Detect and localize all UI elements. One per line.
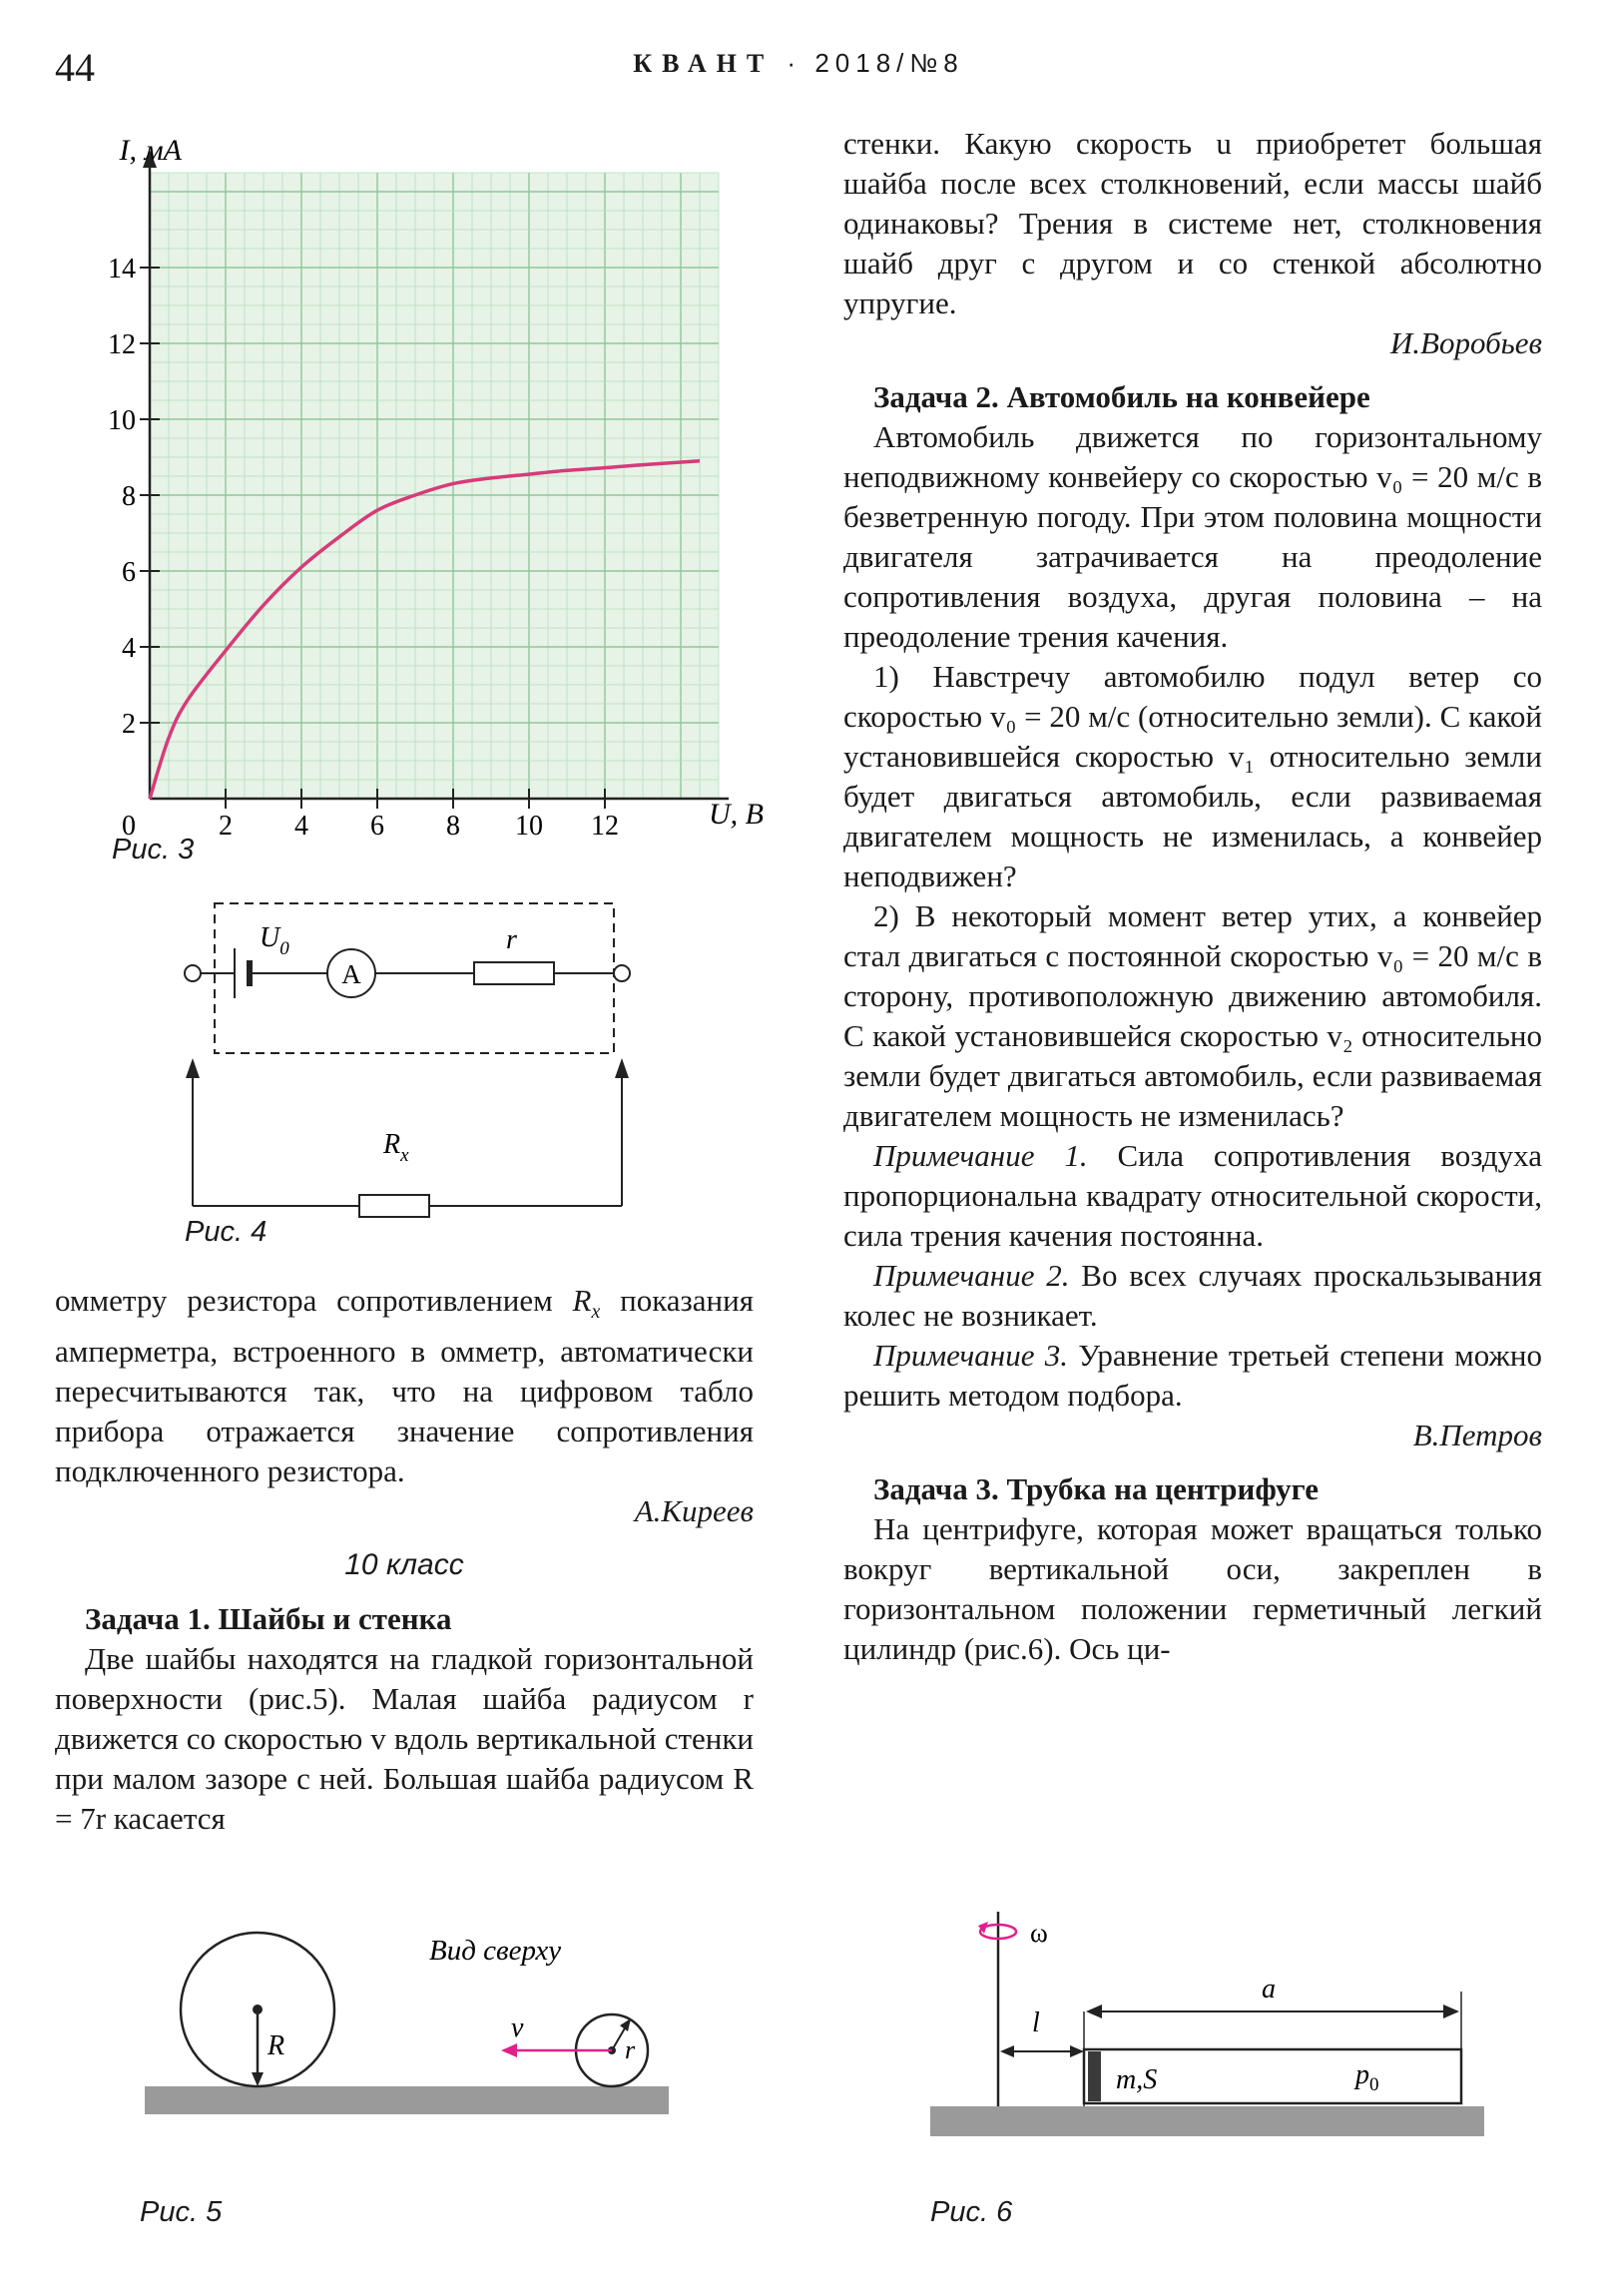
- left-terminal: [185, 965, 201, 981]
- y-tick-label: 12: [108, 329, 136, 360]
- left-arrow: [186, 1058, 200, 1078]
- task-2-title: Задача 2. Автомобиль на конвейере: [873, 379, 1370, 414]
- resistor-r-label: r: [506, 924, 517, 955]
- figure-3-caption: Рис. 3: [112, 834, 195, 865]
- x-tick-label: 2: [219, 811, 233, 842]
- issue-number: 2018/№8: [814, 48, 964, 78]
- velocity-label: v: [511, 2012, 524, 2043]
- paragraph-ohmmeter: омметру резистора сопротивлением $R_x$ показания амперметра, встроенного в омметр, автоматически пересчитываются так, что на цифровом табло прибора отражается значение сопротивления подключенного резистора.: [55, 1283, 754, 1489]
- figure-5-caption: Рис. 5: [140, 2196, 223, 2228]
- piston-label: m,S: [1116, 2064, 1158, 2095]
- wall: [145, 2086, 669, 2114]
- task-3-title: Задача 3. Трубка на центрифуге: [873, 1471, 1320, 1506]
- length-a-label: a: [1262, 1974, 1276, 2005]
- floor: [930, 2106, 1484, 2136]
- figure-3-chart: [70, 120, 769, 878]
- figure-6-caption: Рис. 6: [930, 2196, 1013, 2228]
- left-column: [55, 1281, 754, 1839]
- note-1: Примечание 1. Сила сопротивления воздуха пропорциональна квадрату относительной скорости, сила трения качения постоянна.: [843, 1138, 1543, 1253]
- journal-title: КВАНТ: [633, 49, 775, 78]
- distance-l-label: l: [1032, 2008, 1040, 2038]
- view-label: Вид сверху: [429, 1935, 562, 1967]
- small-radius-label: r: [625, 2035, 636, 2064]
- y-tick-label: 6: [122, 557, 136, 588]
- x-tick-label: 8: [446, 811, 460, 842]
- x-tick-label: 0: [122, 811, 136, 842]
- x-tick-label: 4: [294, 811, 308, 842]
- y-tick-label: 8: [122, 481, 136, 512]
- x-tick-label: 10: [515, 811, 543, 842]
- note-2: Примечание 2. Во всех случаях проскальзывания колес не возникает.: [843, 1258, 1542, 1333]
- author-kireev: А.Киреев: [634, 1493, 754, 1529]
- resistor-rx: [359, 1195, 429, 1217]
- figure-5-pucks: [140, 1887, 699, 2116]
- task-2-paragraph-2: 1) Навстречу автомобилю подул ветер со скоростью v₀ = 20 м/с (относительно земли). С какой установившейся скоростью v₁ относительно земли будет двигаться автомобиль, если развиваемая двигателем мощность не изменилась, а конвейер неподвижен?: [843, 659, 1542, 893]
- author-petrov: В.Петров: [1412, 1418, 1542, 1452]
- right-column: [843, 124, 1542, 1669]
- y-axis-label: I, мА: [119, 134, 182, 167]
- piston: [1088, 2051, 1101, 2101]
- y-tick-label: 14: [108, 254, 136, 285]
- task-1-continuation: стенки. Какую скорость u приобретет большая шайба после всех столкновений, если массы шайб одинаковы? Трения в системе нет, столкновения шайб друг с другом и со стенкой абсолютно упругие.: [843, 126, 1542, 320]
- task-1-title: Задача 1. Шайбы и стенка: [85, 1601, 452, 1637]
- x-tick-label: 6: [370, 811, 384, 842]
- running-header: [0, 48, 1597, 79]
- chart-grid: [150, 173, 719, 799]
- y-tick-label: 2: [122, 709, 136, 740]
- task-2-paragraph-1: Автомобиль движется по горизонтальному неподвижному конвейеру со скоростью v₀ = 20 м/с в безветренную погоду. При этом половина мощности двигателя затрачивается на преодоление сопротивления воздуха, другая половина – на преодоление трения качения.: [843, 419, 1542, 654]
- omega-label: ω: [1030, 1918, 1048, 1948]
- large-radius-label: R: [267, 2030, 285, 2061]
- figure-6-centrifuge: [918, 1902, 1497, 2141]
- figure-4-circuit: [180, 898, 639, 1218]
- x-axis-label: U, В: [709, 798, 764, 831]
- right-arrow: [615, 1058, 629, 1078]
- right-terminal: [614, 965, 630, 981]
- figure-4-caption: Рис. 4: [185, 1216, 267, 1248]
- note-3: Примечание 3. Уравнение третьей степени можно решить методом подбора.: [843, 1338, 1543, 1413]
- grade-heading: 10 класс: [344, 1548, 464, 1582]
- battery-label: $U_0$: [260, 922, 289, 959]
- y-tick-label: 10: [108, 405, 136, 436]
- y-tick-label: 4: [122, 633, 136, 664]
- header-separator: ·: [787, 48, 802, 78]
- x-tick-label: 12: [591, 811, 619, 842]
- resistor-rx-label: $R_x$: [383, 1129, 409, 1166]
- author-vorobiev: И.Воробьев: [1389, 325, 1542, 360]
- ammeter-label: A: [341, 959, 361, 989]
- task-1-text: Две шайбы находятся на гладкой горизонтальной поверхности (рис.5). Малая шайба радиусом r движется со скоростью v вдоль вертикальной стенки при малом зазоре с ней. Большая шайба радиусом R = 7r касается: [55, 1641, 754, 1837]
- pressure-label: $p_0$: [1355, 2059, 1379, 2095]
- page-number: 44: [55, 45, 95, 90]
- task-3-text: На центрифуге, которая может вращаться только вокруг вертикальной оси, закреплен в горизонтальном положении герметичный легкий цилиндр (рис.6). Ось ци-: [843, 1511, 1542, 1666]
- resistor-r: [474, 962, 554, 984]
- task-2-paragraph-3: 2) В некоторый момент ветер утих, а конвейер стал двигаться с постоянной скоростью v₀ = 20 м/с в сторону, противоположную движению автомобиля. С какой установившейся скоростью v₂ относительно земли будет двигаться автомобиль, если развиваемая двигателем мощность не изменилась?: [843, 898, 1542, 1133]
